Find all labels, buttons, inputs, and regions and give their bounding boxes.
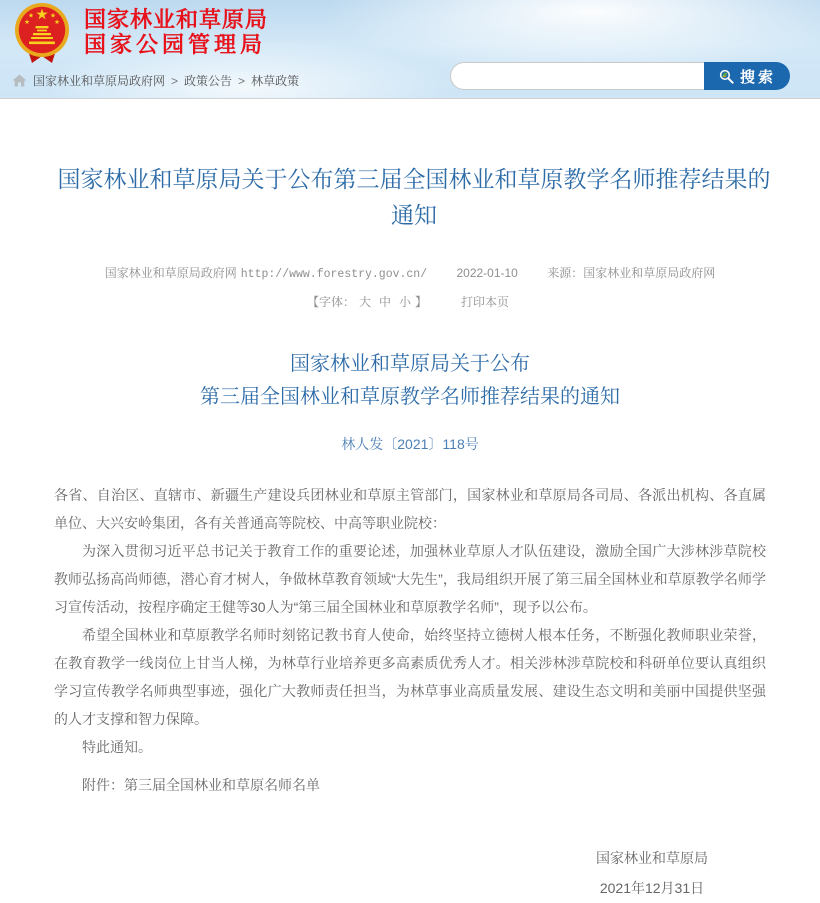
paragraph-notice: 特此通知。: [82, 739, 152, 755]
signature-agency: 国家林业和草原局: [596, 850, 708, 866]
breadcrumb-separator-2: >: [238, 73, 246, 88]
paragraph-expectations: 希望全国林业和草原教学名师时刻铭记教书育人使命，始终坚持立德树人根本任务，不断强化教师职业荣誉，在教育教学一线岗位上甘当人梯，为林草行业培养更多高素质优秀人才。相关涉林涉草院校和科研单位要认真组织学习宣传教学名师典型事迹，强化广大教师责任担当，为林草事业高质量发展、建设生态文明和美丽中国提供坚强的人才支撑和智力保障。: [54, 627, 766, 727]
meta-source-site: 国家林业和草原局政府网: [104, 266, 237, 280]
search-bar: [450, 62, 790, 90]
attachment-line: 附件：第三届全国林业和草原名师名单: [82, 777, 320, 793]
search-button-label: 搜索: [739, 68, 776, 86]
breadcrumb-item-announcements[interactable]: 政策公告: [184, 74, 233, 88]
page-title: 国家林业和草原局关于公布第三届全国林业和草原教学名师推荐结果的通知: [57, 166, 771, 228]
paragraph-background: 为深入贯彻习近平总书记关于教育工作的重要论述，加强林业草原人才队伍建设，激励全国广大涉林涉草院校教师弘扬高尚师德，潜心育才树人，争做林草教育领域“大先生”，我局组织开展了第三届全国林业和草原教学名师学习宣传活动，按程序确定王健等30人为“第三届全国林业和草原教学名师”，现予以公布。: [54, 543, 766, 615]
font-size-label-close: 】: [415, 295, 428, 309]
document-body: [54, 481, 766, 799]
home-icon[interactable]: [12, 74, 27, 87]
font-size-small-button[interactable]: 小: [399, 295, 412, 309]
national-emblem-logo: [10, 2, 74, 64]
font-size-large-button[interactable]: 大: [358, 295, 371, 309]
meta-source-value: 国家林业和草原局政府网: [583, 266, 716, 280]
print-page-button[interactable]: 打印本页: [461, 295, 510, 309]
breadcrumb-item-policy[interactable]: 林草政策: [251, 74, 300, 88]
breadcrumb-item-site[interactable]: 国家林业和草原局政府网: [33, 74, 166, 88]
agency-names: [84, 2, 268, 57]
document-number: 林人发〔2021〕118号: [341, 436, 479, 452]
search-icon: [718, 68, 735, 85]
site-header: [0, 0, 820, 99]
signature-inner: [596, 843, 708, 903]
meta-source-url: http://www.forestry.gov.cn/: [240, 268, 428, 281]
article-toolbar: [54, 293, 766, 311]
document-title: [54, 348, 766, 414]
signature-date: 2021年12月31日: [599, 880, 705, 896]
font-size-label: 【字体：: [306, 295, 355, 309]
brand: [10, 2, 268, 64]
document-title-line2: 第三届全国林业和草原教学名师推荐结果的通知: [200, 386, 620, 408]
meta-source-label: 来源：: [547, 266, 584, 280]
paragraph-addressees: 各省、自治区、直辖市、新疆生产建设兵团林业和草原主管部门，国家林业和草原局各司局、各派出机构、各直属单位、大兴安岭集团，各有关普通高等院校、中高等职业院校：: [54, 487, 766, 531]
signature-block: [54, 843, 766, 903]
font-size-medium-button[interactable]: 中: [378, 295, 391, 309]
meta-date: 2022-01-10: [456, 266, 518, 280]
search-button[interactable]: [704, 62, 790, 90]
agency-name-line2: 国家公园管理局: [84, 32, 267, 57]
breadcrumb-separator-1: >: [171, 73, 179, 88]
breadcrumb: [12, 72, 299, 89]
document-title-line1: 国家林业和草原局关于公布: [290, 353, 530, 375]
article-content: [54, 99, 771, 903]
agency-name-line1: 国家林业和草原局: [84, 7, 269, 32]
search-input[interactable]: [450, 62, 704, 90]
article-meta: [54, 264, 766, 284]
